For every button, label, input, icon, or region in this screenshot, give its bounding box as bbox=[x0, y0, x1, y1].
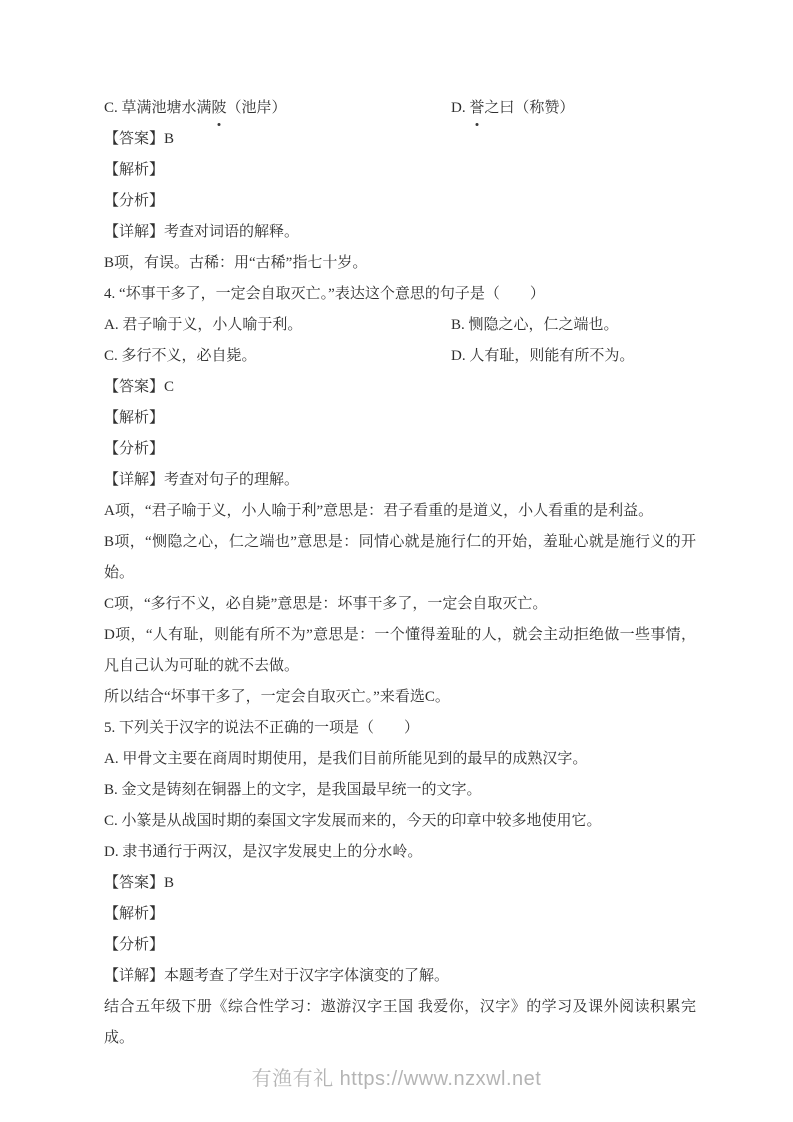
q3-option-d bbox=[451, 93, 696, 124]
q3-explain-b: B项，有误。古稀：用“古稀”指七十岁。 bbox=[104, 255, 368, 271]
q3-option-c-post: （池岸） bbox=[226, 100, 287, 116]
q3-option-d-emphasized-char: 誉 bbox=[469, 93, 484, 124]
q4-stem: 4. “坏事干多了，一定会自取灭亡。”表达这个意思的句子是（ ） bbox=[104, 286, 545, 302]
q3-option-c-pre: C. 草满池塘水满 bbox=[104, 100, 212, 116]
q4-option-a: A. 君子喻于义，小人喻于利。 bbox=[104, 317, 303, 333]
page-footer-watermark: 有渔有礼 https://www.nzxwl.net bbox=[251, 1068, 542, 1090]
q4-options-row-ab bbox=[104, 310, 696, 341]
q5-stem: 5. 下列关于汉字的说法不正确的一项是（ ） bbox=[104, 720, 420, 736]
q4-answer-label: 【答案】 bbox=[104, 379, 165, 395]
q4-explain-d: D项，“人有耻，则能有所不为”意思是：一个懂得羞耻的人，就会主动拒绝做一些事情，凡自己认为可耻的就不去做。 bbox=[104, 627, 696, 674]
q4-option-d: D. 人有耻，则能有所不为。 bbox=[451, 348, 635, 364]
q4-jiexi-label: 【解析】 bbox=[104, 410, 165, 426]
q4-explain-a: A项，“君子喻于义，小人喻于利”意思是：君子看重的是道义，小人看重的是利益。 bbox=[104, 503, 654, 519]
q3-fenxi-label: 【分析】 bbox=[104, 193, 165, 209]
q3-option-d-post: 之曰（称赞） bbox=[484, 100, 575, 116]
q3-option-c-emphasized-char: 陂 bbox=[212, 93, 227, 124]
q5-fenxi-label: 【分析】 bbox=[104, 937, 165, 953]
q4-fenxi-label: 【分析】 bbox=[104, 441, 165, 457]
q4-explain-c: C项，“多行不义，必自毙”意思是：坏事干多了，一定会自取灭亡。 bbox=[104, 596, 548, 612]
q5-option-b: B. 金文是铸刻在铜器上的文字，是我国最早统一的文字。 bbox=[104, 782, 482, 798]
q3-option-d-pre: D. bbox=[451, 100, 470, 116]
q4-xiangjie: 【详解】考查对句子的理解。 bbox=[104, 472, 300, 488]
q5-xiangjie: 【详解】本题考查了学生对于汉字字体演变的了解。 bbox=[104, 968, 450, 984]
q3-option-c bbox=[104, 93, 451, 124]
q3-options-row bbox=[104, 93, 696, 124]
q3-answer-label: 【答案】 bbox=[104, 131, 165, 147]
q5-option-d: D. 隶书通行于两汉，是汉字发展史上的分水岭。 bbox=[104, 844, 423, 860]
q4-answer-line bbox=[104, 372, 696, 403]
q4-option-c: C. 多行不义，必自毙。 bbox=[104, 348, 257, 364]
q3-jiexi-label: 【解析】 bbox=[104, 162, 165, 178]
q5-answer-value: B bbox=[164, 875, 175, 891]
q5-note: 结合五年级下册《综合性学习：遨游汉字王国 我爱你，汉字》的学习及课外阅读积累完成。 bbox=[104, 999, 696, 1046]
q3-xiangjie: 【详解】考查对词语的解释。 bbox=[104, 224, 300, 240]
q3-answer-value: B bbox=[164, 131, 175, 147]
q5-option-a: A. 甲骨文主要在商周时期使用，是我们目前所能见到的最早的成熟汉字。 bbox=[104, 751, 588, 767]
q5-option-c: C. 小篆是从战国时期的秦国文字发展而来的，今天的印章中较多地使用它。 bbox=[104, 813, 602, 829]
q5-answer-label: 【答案】 bbox=[104, 875, 165, 891]
q4-options-row-cd bbox=[104, 341, 696, 372]
q5-answer-line bbox=[104, 868, 696, 899]
q4-option-b: B. 恻隐之心，仁之端也。 bbox=[451, 317, 619, 333]
q4-conclusion: 所以结合“坏事干多了，一定会自取灭亡。”来看选C。 bbox=[104, 689, 450, 705]
q5-jiexi-label: 【解析】 bbox=[104, 906, 165, 922]
q3-answer-line bbox=[104, 124, 696, 155]
q4-answer-value: C bbox=[164, 379, 175, 395]
q4-explain-b: B项，“恻隐之心，仁之端也”意思是：同情心就是施行仁的开始，羞耻心就是施行义的开始。 bbox=[104, 534, 696, 581]
